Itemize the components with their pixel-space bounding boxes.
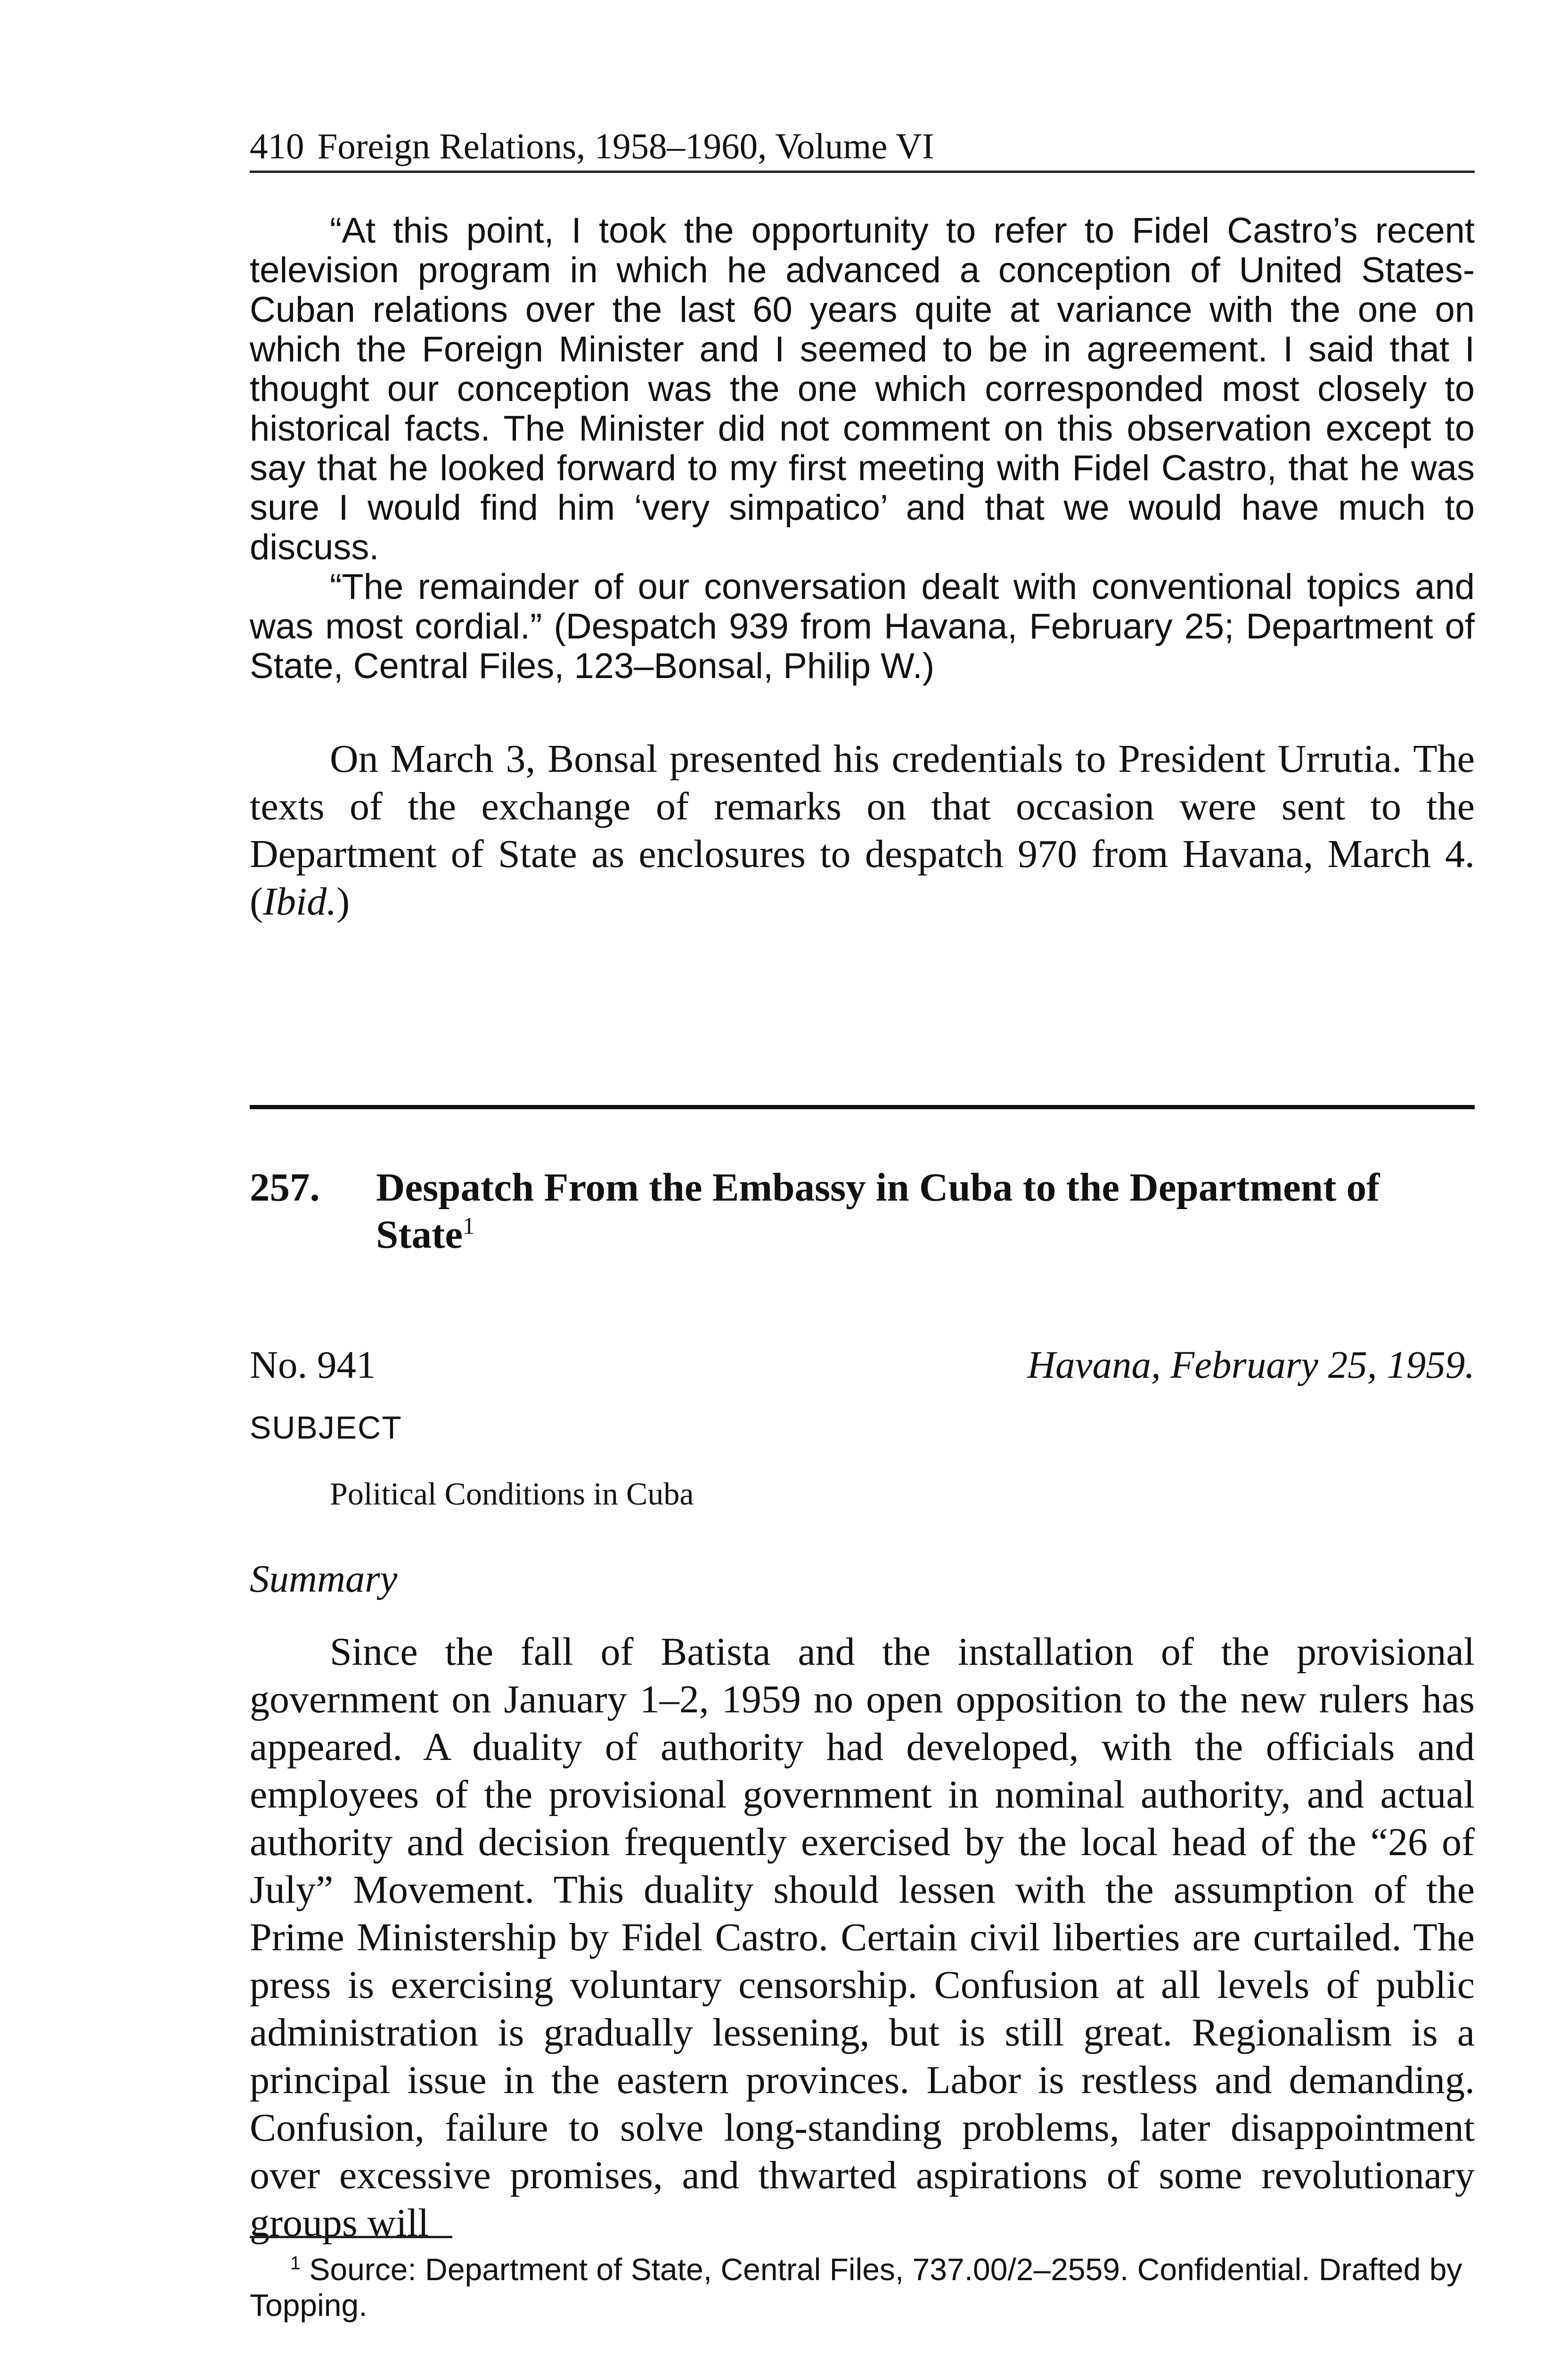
- summary-heading: Summary: [250, 1557, 398, 1600]
- document-number: 257.: [250, 1165, 320, 1210]
- editorial-note-close: ): [336, 880, 350, 924]
- place-date: Havana, February 25, 1959.: [1027, 1343, 1475, 1386]
- page-number: 410: [250, 126, 304, 166]
- footnote-reference: 1: [463, 1213, 475, 1240]
- footnote-rule: [250, 2236, 452, 2238]
- footnote: [250, 2251, 1475, 2323]
- editorial-note-ibid: Ibid.: [262, 880, 337, 924]
- section-divider: [250, 1105, 1475, 1109]
- editorial-note: [250, 735, 1475, 925]
- subject-text: Political Conditions in Cuba: [330, 1476, 694, 1512]
- despatch-number: No. 941: [250, 1343, 376, 1386]
- running-title: Foreign Relations, 1958–1960, Volume VI: [317, 126, 934, 166]
- header-rule: [250, 171, 1475, 173]
- editorial-note-text: On March 3, Bonsal presented his credentials to President Urrutia. The texts of the exchange of remarks on that occasion were sent to the Department of State as enclosures to despatch 970 from Havana, March 4. (: [250, 737, 1475, 924]
- footnote-text: Source: Department of State, Central Files, 737.00/2–2559. Confidential. Drafted by Topping.: [250, 2252, 1462, 2323]
- running-header: [250, 123, 1475, 169]
- document-title-text: Despatch From the Embassy in Cuba to the Department of State: [376, 1165, 1380, 1257]
- summary-paragraph: Since the fall of Batista and the installation of the provisional government on January 1–2, 1959 no open opposition to the new rulers has appeared. A duality of authority had developed, with the officials and employees of the provisional government in nominal authority, and actual authority and decision frequently exercised by the local head of the “26 of July” Movement. This duality should lessen with the assumption of the Prime Ministership by Fidel Castro. Certain civil liberties are curtailed. The press is exercising voluntary censorship. Confusion at all levels of public administration is gradually lessening, but is still great. Regionalism is a principal issue in the eastern provinces. Labor is restless and demanding. Confusion, failure to solve long-standing problems, later disappointment over excessive promises, and thwarted aspirations of some revolutionary groups will: [250, 1630, 1475, 2245]
- quote-paragraph-1: “At this point, I took the opportunity to refer to Fidel Castro’s recent television program in which he advanced a conception of United States-Cuban relations over the last 60 years quite at variance with the one on which the Foreign Minister and I seemed to be in agreement. I said that I thought our conception was the one which corresponded most closely to historical facts. The Minister did not comment on this observation except to say that he looked forward to my first meeting with Fidel Castro, that he was sure I would find him ‘very simpatico’ and that we would have much to discuss.: [250, 211, 1475, 567]
- quote-paragraph-2: “The remainder of our conversation dealt with conventional topics and was most cordial.” (Despatch 939 from Havana, February 25; Department of State, Central Files, 123–Bonsal, Philip W.): [250, 567, 1475, 686]
- footnote-marker: 1: [290, 2253, 301, 2274]
- document-title: [376, 1164, 1478, 1258]
- subject-label: SUBJECT: [250, 1410, 402, 1446]
